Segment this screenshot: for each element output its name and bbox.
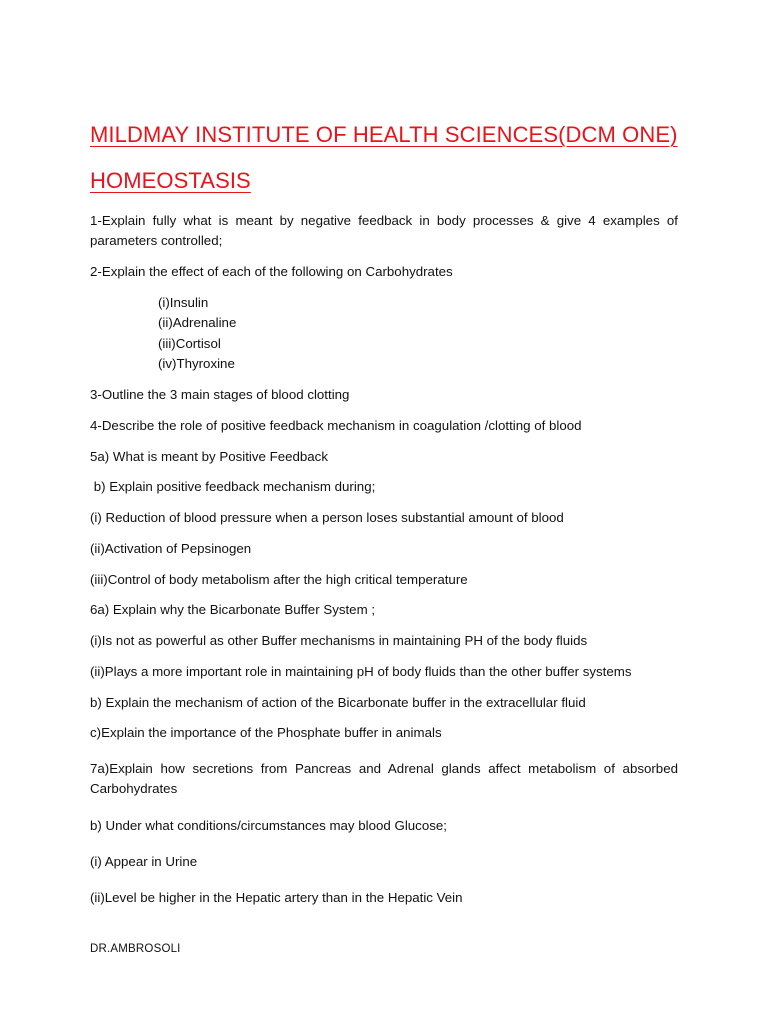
- question-7b-ii: (ii)Level be higher in the Hepatic artery than in the Hepatic Vein: [90, 890, 463, 905]
- question-2-item-2: (ii)Adrenaline: [158, 315, 237, 330]
- question-6a: 6a) Explain why the Bicarbonate Buffer System ;: [90, 602, 376, 617]
- institution-title: MILDMAY INSTITUTE OF HEALTH SCIENCES(DCM ONE): [90, 122, 678, 147]
- topic-title: HOMEOSTASIS: [90, 168, 251, 193]
- question-7a: 7a)Explain how secretions from Pancreas and Adrenal glands affect metabolism of absorbed Carbohydrates: [90, 761, 678, 796]
- question-2-item-3: (iii)Cortisol: [158, 336, 221, 351]
- question-5b-iii: (iii)Control of body metabolism after the high critical temperature: [90, 572, 468, 587]
- question-5a: 5a) What is meant by Positive Feedback: [90, 449, 328, 464]
- question-5b-i: (i) Reduction of blood pressure when a person loses substantial amount of blood: [90, 510, 564, 525]
- question-6c: c)Explain the importance of the Phosphate buffer in animals: [90, 725, 442, 740]
- question-2-item-4: (iv)Thyroxine: [158, 356, 235, 371]
- question-6b: b) Explain the mechanism of action of the Bicarbonate buffer in the extracellular fluid: [90, 695, 586, 710]
- question-2: 2-Explain the effect of each of the following on Carbohydrates: [90, 264, 453, 279]
- question-7b-i: (i) Appear in Urine: [90, 854, 198, 869]
- question-7b: b) Under what conditions/circumstances may blood Glucose;: [90, 818, 447, 833]
- question-1: 1-Explain fully what is meant by negative feedback in body processes & give 4 examples of parameters controlled;: [90, 213, 678, 248]
- question-6a-i: (i)Is not as powerful as other Buffer mechanisms in maintaining PH of the body fluids: [90, 633, 588, 648]
- question-4: 4-Describe the role of positive feedback mechanism in coagulation /clotting of blood: [90, 418, 582, 433]
- question-6a-ii: (ii)Plays a more important role in maintaining pH of body fluids than the other buffer systems: [90, 664, 632, 679]
- question-5b-ii: (ii)Activation of Pepsinogen: [90, 541, 252, 556]
- footer-author: DR.AMBROSOLI: [90, 943, 181, 955]
- question-5b: b) Explain positive feedback mechanism during;: [90, 479, 376, 494]
- question-2-item-1: (i)Insulin: [158, 295, 209, 310]
- question-3: 3-Outline the 3 main stages of blood clotting: [90, 387, 350, 402]
